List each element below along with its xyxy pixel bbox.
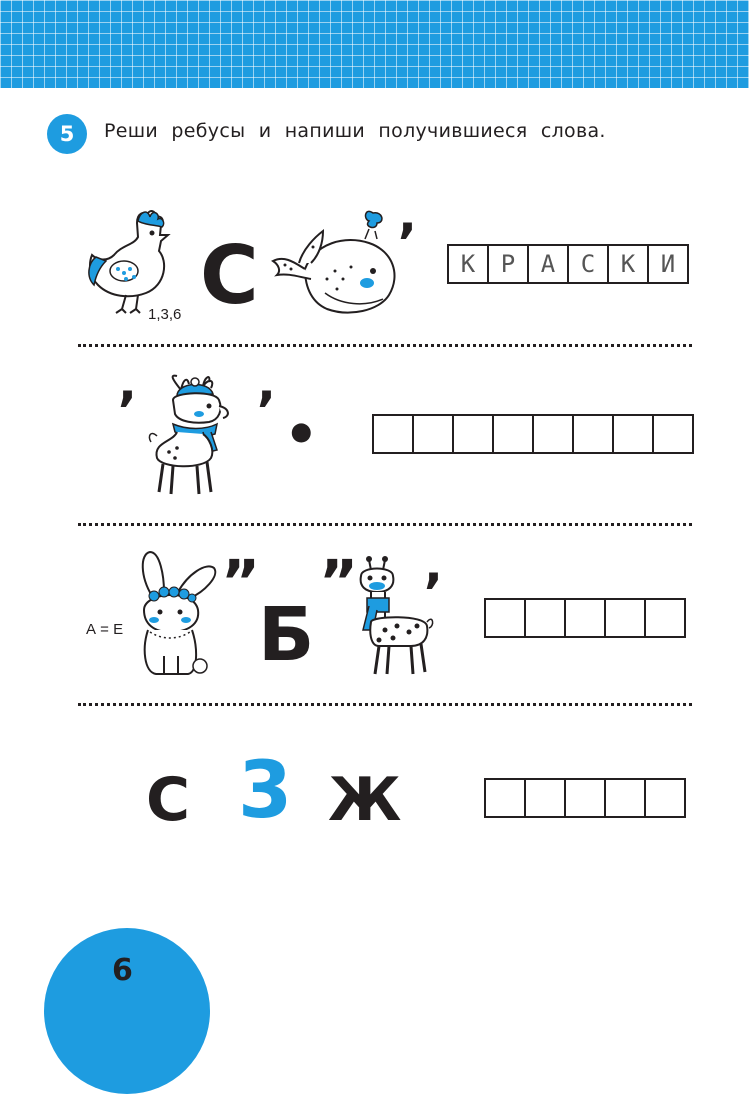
apostrophe-comma-left: ,	[118, 354, 137, 412]
rebus-letter-zh: Ж	[328, 765, 402, 835]
answer-cell[interactable]	[486, 600, 526, 636]
apostrophe-comma-right: ,	[257, 354, 276, 412]
answer-cell[interactable]	[606, 780, 646, 816]
substitution-note: А = Е	[86, 621, 124, 638]
answer-cell[interactable]	[606, 600, 646, 636]
double-comma-mark: „	[222, 515, 262, 585]
answer-cell[interactable]	[374, 416, 414, 452]
answer-cell[interactable]: К	[449, 246, 489, 282]
dot-mark: •	[284, 403, 319, 466]
rebus-letter-b: Б	[258, 592, 315, 678]
answer-cell[interactable]	[566, 780, 606, 816]
answer-cell[interactable]: Р	[489, 246, 529, 282]
rebus-letter-s-small: С	[146, 765, 191, 835]
answer-cell[interactable]	[566, 600, 606, 636]
header-grid-band	[0, 0, 749, 88]
hen-icon	[82, 205, 182, 320]
hare-icon	[134, 548, 224, 678]
answer-cell[interactable]	[646, 600, 684, 636]
rebus-letter-s: С	[200, 229, 259, 322]
answer-cell[interactable]	[534, 416, 574, 452]
answer-cell[interactable]: И	[660, 250, 676, 278]
answer-cell[interactable]	[486, 780, 526, 816]
apostrophe-comma: ,	[398, 186, 417, 244]
apostrophe-comma: ,	[424, 536, 443, 594]
answer-boxes-1[interactable]	[447, 244, 689, 284]
answer-cell[interactable]: А	[529, 246, 569, 282]
deer-icon	[143, 372, 243, 498]
task-number-badge: 5	[47, 114, 87, 154]
answer-cell[interactable]	[614, 416, 654, 452]
answer-cell[interactable]	[414, 416, 454, 452]
answer-cell[interactable]: К	[609, 246, 649, 282]
giraffe-icon	[355, 554, 435, 678]
answer-cell[interactable]	[646, 780, 684, 816]
double-comma-mark: „	[320, 515, 360, 585]
letter-position-note: 1,3,6	[148, 306, 182, 323]
answer-cell[interactable]	[494, 416, 534, 452]
answer-boxes-4[interactable]	[484, 778, 686, 818]
dotted-divider	[78, 523, 692, 526]
dotted-divider	[78, 703, 692, 706]
answer-cell[interactable]	[574, 416, 614, 452]
page-number: 6	[112, 953, 133, 988]
answer-cell[interactable]	[526, 780, 566, 816]
rebus-digit-three: 3	[238, 746, 293, 836]
answer-cell[interactable]	[454, 416, 494, 452]
dotted-divider	[78, 344, 692, 347]
task-instruction: Реши ребусы и напиши получившиеся слова.	[104, 120, 606, 142]
answer-cell[interactable]	[654, 416, 692, 452]
answer-cell[interactable]	[526, 600, 566, 636]
whale-icon	[265, 205, 400, 320]
answer-boxes-3[interactable]	[484, 598, 686, 638]
answer-boxes-2[interactable]	[372, 414, 694, 454]
answer-cell[interactable]: С	[569, 246, 609, 282]
